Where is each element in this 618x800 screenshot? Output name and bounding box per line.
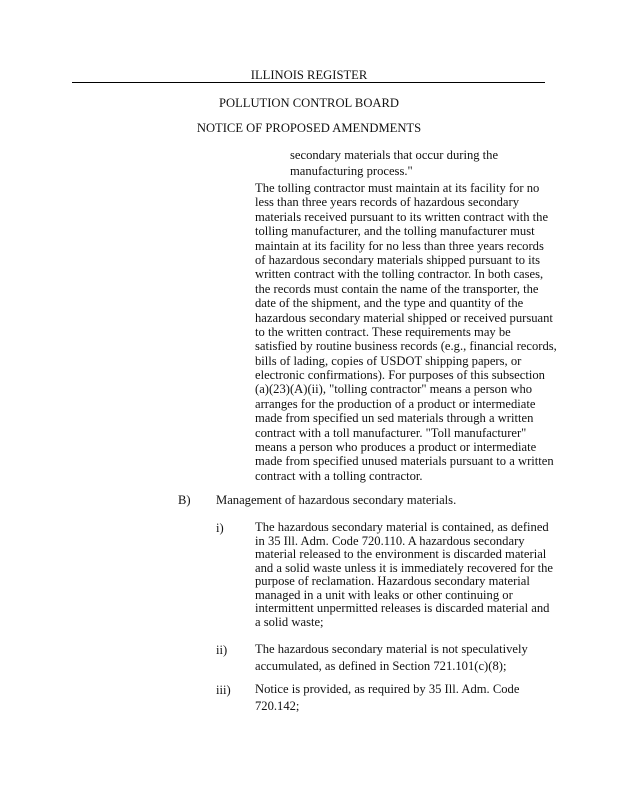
text-line: satisfied by routine business records (e.g., financial records, (255, 339, 557, 354)
text-line: to the written contract. These requirements may be (255, 324, 511, 339)
text-line: accumulated, as defined in Section 721.101(c)(8); (255, 659, 507, 673)
text-line: contract with a toll manufacturer. "Toll manufacturer" (255, 425, 527, 440)
item-iii-text (255, 681, 519, 715)
text-line: made from specified unused materials pursuant to a written (255, 454, 554, 469)
header-rule (72, 82, 545, 83)
text-line: electronic confirmations). For purposes of this subsection (255, 368, 545, 383)
text-line: 720.142; (255, 699, 300, 713)
text-line: maintain at its facility for no less than three years records (255, 238, 544, 253)
text-line: purpose of reclamation. Hazardous secondary material (255, 574, 530, 588)
text-line: of hazardous secondary materials shipped pursuant to its (255, 252, 541, 267)
text-line: contract with a tolling contractor. (255, 468, 423, 483)
text-line: secondary materials that occur during the (290, 148, 499, 162)
text-line: tolling manufacturer, and the tolling manufacturer must (255, 224, 535, 239)
register-title: ILLINOIS REGISTER (250, 68, 368, 82)
continuation-text (290, 147, 498, 179)
text-line: (a)(23)(A)(ii), "tolling contractor" means a person who (255, 382, 533, 397)
text-line: intermittent unpermitted releases is discarded material and (255, 601, 550, 615)
text-line: made from specified un sed materials through a written (255, 411, 534, 426)
text-line: written contract with the tolling contractor. In both cases, (255, 267, 544, 282)
text-line: date of the shipment, and the type and quantity of the (255, 296, 524, 311)
text-line: Notice is provided, as required by 35 Ill. Adm. Code (255, 682, 520, 696)
text-line: and a solid waste unless it is immediately recovered for the (255, 560, 553, 575)
item-iii-label: iii) (216, 683, 231, 697)
text-line: hazardous secondary material shipped or received pursuant (255, 310, 553, 325)
text-line: material released to the environment is discarded material (255, 547, 547, 561)
text-line: The tolling contractor must maintain at its facility for no (255, 181, 540, 195)
text-line: bills of lading, copies of USDOT shipping papers, or (255, 353, 522, 368)
text-line: means a person who produces a product or intermediate (255, 440, 537, 455)
text-line: The hazardous secondary material is not speculatively (255, 642, 528, 656)
notice-title: NOTICE OF PROPOSED AMENDMENTS (196, 121, 422, 135)
text-line: materials received pursuant to its written contract with the (255, 209, 549, 224)
item-i-label: i) (216, 521, 224, 535)
text-line: a solid waste; (255, 614, 324, 629)
text-line: in 35 Ill. Adm. Code 720.110. A hazardous secondary (255, 533, 525, 548)
text-line: manufacturing process." (290, 164, 413, 178)
text-line: less than three years records of hazardous secondary (255, 195, 520, 210)
section-b-title: Management of hazardous secondary materials. (216, 493, 457, 507)
item-ii-label: ii) (216, 643, 228, 657)
text-line: managed in a unit with leaks or other continuing or (255, 587, 513, 602)
item-ii-text (255, 641, 528, 675)
section-b-label: B) (178, 493, 191, 507)
item-i-text (255, 521, 553, 629)
text-line: The hazardous secondary material is contained, as defined (255, 520, 549, 534)
text-line: arranges for the production of a product or intermediate (255, 396, 536, 411)
tolling-paragraph (255, 181, 557, 483)
board-title: POLLUTION CONTROL BOARD (218, 96, 400, 110)
text-line: the records must contain the name of the transporter, the (255, 281, 539, 296)
